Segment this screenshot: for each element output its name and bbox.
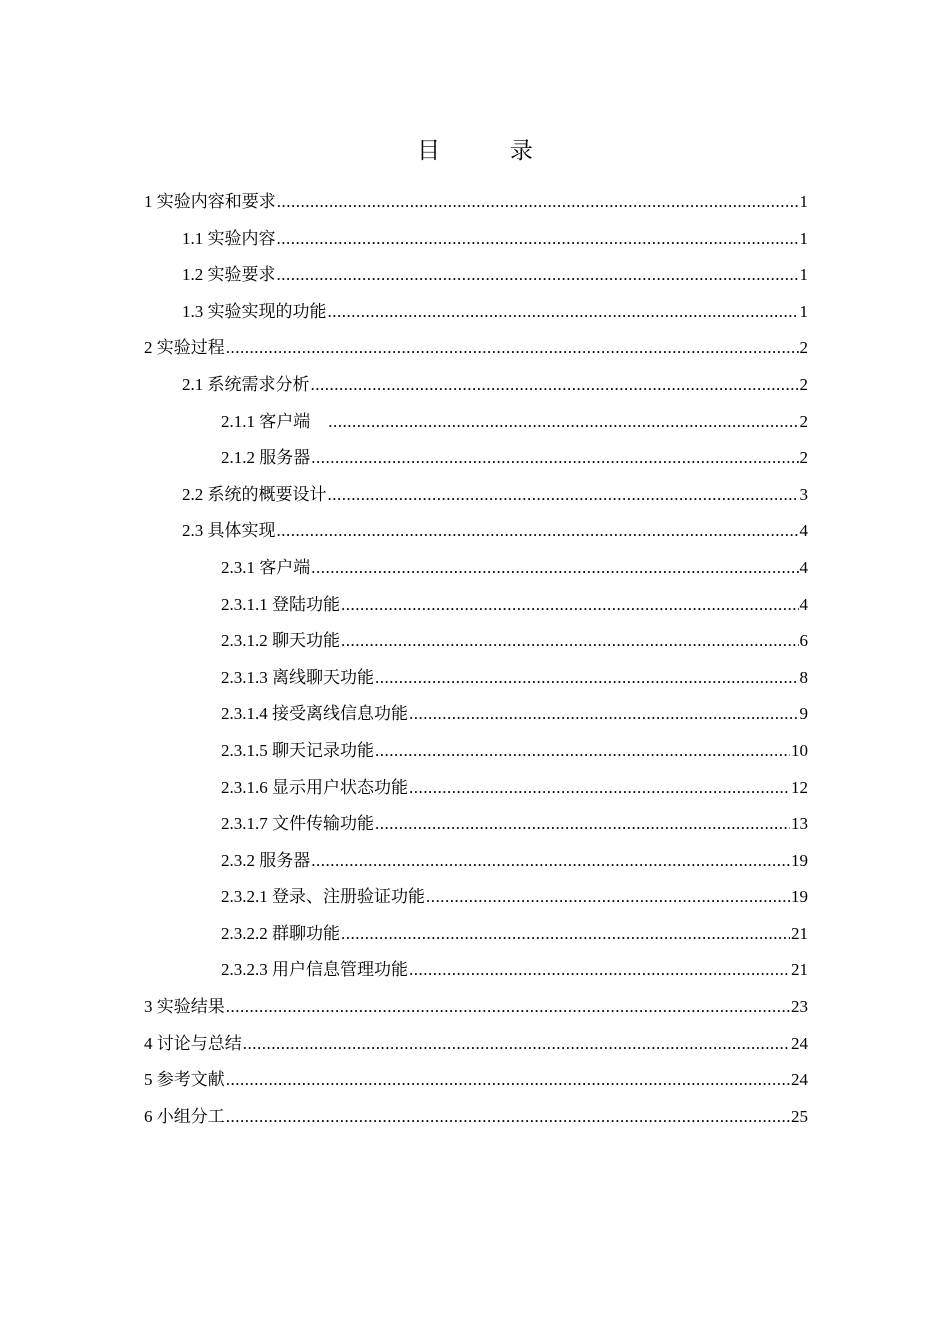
toc-entry-label: 2.3.1.2 聊天功能 xyxy=(221,631,340,651)
toc-entry-page: 2 xyxy=(799,448,808,468)
toc-entry-label: 5 参考文献 xyxy=(144,1070,225,1090)
toc-entry-label: 2.3.2.1 登录、注册验证功能 xyxy=(221,887,425,907)
toc-entry[interactable] xyxy=(144,1062,808,1099)
toc-entry-label: 2.3.1 客户端 xyxy=(221,557,311,577)
toc-entry-label: 2 实验过程 xyxy=(144,338,225,358)
toc-entry-page: 4 xyxy=(799,521,808,541)
toc-entry[interactable] xyxy=(144,477,808,514)
toc-entry[interactable] xyxy=(144,257,808,294)
toc-leader-dots xyxy=(341,587,799,624)
toc-entry-page: 21 xyxy=(791,923,808,943)
toc-leader-dots xyxy=(311,550,798,587)
toc-leader-dots xyxy=(341,916,790,953)
toc-entry-page: 3 xyxy=(799,484,808,504)
toc-leader-dots xyxy=(328,294,799,331)
toc-leader-dots xyxy=(277,221,799,258)
toc-entry[interactable] xyxy=(144,184,808,221)
toc-leader-dots xyxy=(226,989,790,1026)
toc-entry-label: 2.1.2 服务器 xyxy=(221,448,311,468)
toc-leader-dots xyxy=(277,513,799,550)
toc-entry-page: 2 xyxy=(799,338,808,358)
toc-entry-label: 1.3 实验实现的功能 xyxy=(182,301,327,321)
toc-entry[interactable] xyxy=(144,367,808,404)
table-of-contents xyxy=(144,184,808,1135)
toc-leader-dots xyxy=(226,1062,790,1099)
toc-leader-dots xyxy=(311,367,799,404)
toc-entry-label: 1.2 实验要求 xyxy=(182,265,276,285)
toc-entry[interactable] xyxy=(144,404,808,441)
toc-entry[interactable] xyxy=(144,806,808,843)
toc-entry-label: 6 小组分工 xyxy=(144,1106,225,1126)
toc-leader-dots xyxy=(243,1026,790,1063)
toc-entry-label: 2.3.2.3 用户信息管理功能 xyxy=(221,960,408,980)
toc-leader-dots xyxy=(311,440,798,477)
toc-entry-page: 1 xyxy=(799,301,808,321)
toc-leader-dots xyxy=(311,843,790,880)
toc-entry-label: 1.1 实验内容 xyxy=(182,228,276,248)
toc-entry-label: 4 讨论与总结 xyxy=(144,1033,242,1053)
toc-entry[interactable] xyxy=(144,587,808,624)
toc-entry-page: 6 xyxy=(799,631,808,651)
toc-entry[interactable] xyxy=(144,623,808,660)
toc-entry-page: 1 xyxy=(799,228,808,248)
toc-entry-label: 2.1.1 客户端 xyxy=(221,411,311,431)
toc-entry[interactable] xyxy=(144,440,808,477)
toc-leader-dots xyxy=(426,879,790,916)
toc-leader-dots xyxy=(226,1099,790,1136)
toc-leader-dots xyxy=(277,184,799,221)
toc-entry-label: 2.3.1.6 显示用户状态功能 xyxy=(221,777,408,797)
toc-entry[interactable] xyxy=(144,1099,808,1136)
toc-entry[interactable] xyxy=(144,294,808,331)
page-title: 目 录 xyxy=(417,138,565,163)
toc-entry[interactable] xyxy=(144,660,808,697)
toc-leader-dots xyxy=(226,330,799,367)
toc-entry-label: 2.3.1.5 聊天记录功能 xyxy=(221,740,374,760)
toc-entry[interactable] xyxy=(144,550,808,587)
toc-leader-dots xyxy=(375,733,790,770)
toc-entry-page: 13 xyxy=(791,814,808,834)
toc-entry-page: 9 xyxy=(799,704,808,724)
toc-entry[interactable] xyxy=(144,770,808,807)
toc-entry[interactable] xyxy=(144,1026,808,1063)
toc-entry[interactable] xyxy=(144,989,808,1026)
toc-entry-label: 2.2 系统的概要设计 xyxy=(182,484,327,504)
toc-entry[interactable] xyxy=(144,696,808,733)
toc-entry-label: 2.3.1.3 离线聊天功能 xyxy=(221,667,374,687)
toc-entry-label: 2.3 具体实现 xyxy=(182,521,276,541)
toc-entry-page: 4 xyxy=(799,594,808,614)
toc-entry[interactable] xyxy=(144,733,808,770)
toc-leader-dots xyxy=(328,404,798,441)
toc-entry-page: 23 xyxy=(791,997,808,1017)
toc-entry-page: 24 xyxy=(791,1070,808,1090)
toc-entry-label: 2.3.2 服务器 xyxy=(221,850,311,870)
toc-entry-label: 2.3.1.7 文件传输功能 xyxy=(221,814,374,834)
toc-entry-label: 2.1 系统需求分析 xyxy=(182,374,310,394)
toc-entry[interactable] xyxy=(144,513,808,550)
toc-entry[interactable] xyxy=(144,916,808,953)
toc-entry-label: 2.3.1.4 接受离线信息功能 xyxy=(221,704,408,724)
toc-leader-dots xyxy=(277,257,799,294)
toc-leader-dots xyxy=(409,952,790,989)
toc-entry[interactable] xyxy=(144,952,808,989)
toc-entry-page: 10 xyxy=(791,740,808,760)
toc-leader-dots xyxy=(375,806,790,843)
toc-leader-dots xyxy=(375,660,799,697)
toc-entry-label: 2.3.2.2 群聊功能 xyxy=(221,923,340,943)
toc-entry-page: 2 xyxy=(799,411,808,431)
toc-entry[interactable] xyxy=(144,330,808,367)
toc-entry-page: 25 xyxy=(791,1106,808,1126)
toc-entry[interactable] xyxy=(144,221,808,258)
toc-entry[interactable] xyxy=(144,843,808,880)
toc-entry-page: 2 xyxy=(799,374,808,394)
toc-entry-page: 8 xyxy=(799,667,808,687)
toc-entry-label: 1 实验内容和要求 xyxy=(144,192,276,211)
toc-leader-dots xyxy=(341,623,799,660)
toc-entry-page: 19 xyxy=(791,887,808,907)
toc-entry-page: 19 xyxy=(791,850,808,870)
toc-entry-label: 2.3.1.1 登陆功能 xyxy=(221,594,340,614)
toc-leader-dots xyxy=(409,770,790,807)
toc-entry-page: 4 xyxy=(799,557,808,577)
toc-entry-page: 21 xyxy=(791,960,808,980)
toc-leader-dots xyxy=(409,696,799,733)
toc-entry-page: 1 xyxy=(799,265,808,285)
toc-leader-dots xyxy=(328,477,799,514)
toc-entry-page: 12 xyxy=(791,777,808,797)
toc-entry-label: 3 实验结果 xyxy=(144,997,225,1017)
toc-entry[interactable] xyxy=(144,879,808,916)
toc-entry-page: 24 xyxy=(791,1033,808,1053)
toc-entry-page: 1 xyxy=(799,192,808,211)
